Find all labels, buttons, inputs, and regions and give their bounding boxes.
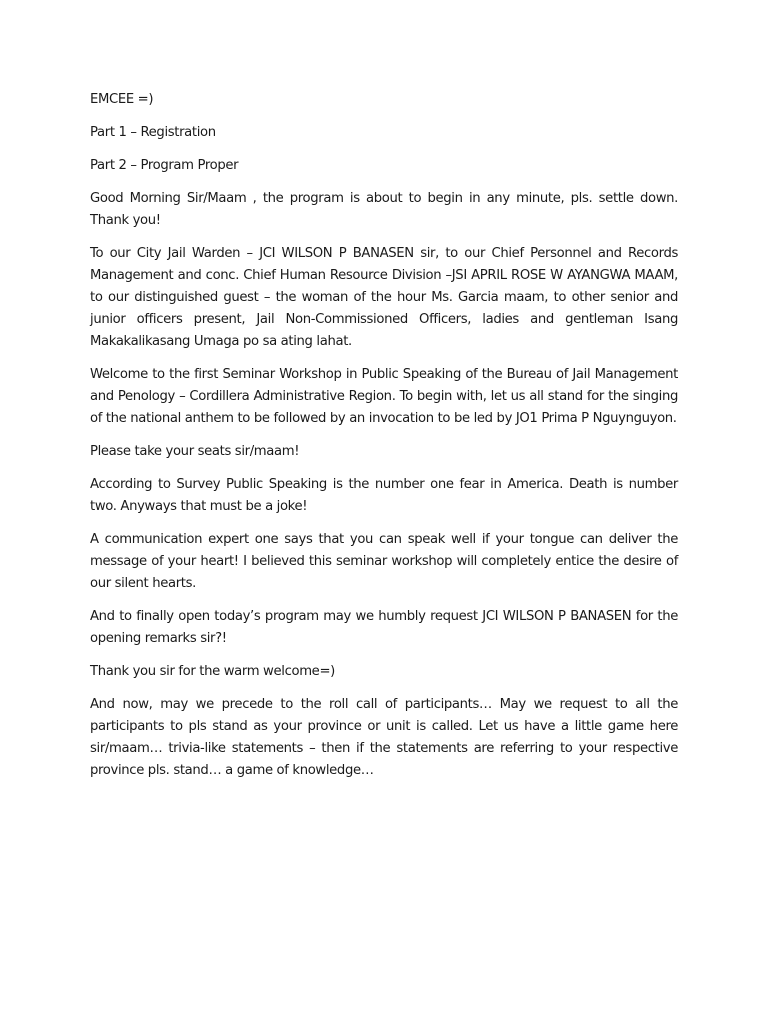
part-2-line: Part 2 – Program Proper xyxy=(90,158,239,173)
communication-paragraph: A communication expert one says that you can speak well if your tongue can deliver the message of your heart! I believed this seminar workshop will completely entice the desire of our silent hearts. xyxy=(90,532,678,591)
document-page xyxy=(90,89,678,793)
roll-call-paragraph: And now, may we precede to the roll call of participants… May we request to all the participants to pls stand as your province or unit is called. Let us have a little game here sir/maam… trivia-like statements – then if the statements are referring to your respective province pls. stand… a game of knowledge… xyxy=(90,697,678,778)
greeting-paragraph: Good Morning Sir/Maam , the program is about to begin in any minute, pls. settle down. Thank you! xyxy=(90,191,678,228)
acknowledgement-paragraph: To our City Jail Warden – JCI WILSON P BANASEN sir, to our Chief Personnel and Records Management and conc. Chief Human Resource Division –JSI APRIL ROSE W AYANGWA MAAM, to our distinguished guest – the woman of the hour Ms. Garcia maam, to other senior and junior officers present, Jail Non-Commissioned Officers, ladies and gentleman Isang Makakalikasang Umaga po sa ating lahat. xyxy=(90,246,678,349)
heading-emcee: EMCEE =) xyxy=(90,92,154,107)
part-1-line: Part 1 – Registration xyxy=(90,125,216,140)
welcome-paragraph: Welcome to the first Seminar Workshop in Public Speaking of the Bureau of Jail Management and Penology – Cordillera Administrative Region. To begin with, let us all stand for the singing of the national anthem to be followed by an invocation to be led by JO1 Prima P Nguynguyon. xyxy=(90,367,678,426)
thank-you-paragraph: Thank you sir for the warm welcome=) xyxy=(90,664,335,679)
seats-paragraph: Please take your seats sir/maam! xyxy=(90,444,300,459)
survey-paragraph: According to Survey Public Speaking is the number one fear in America. Death is number two. Anyways that must be a joke! xyxy=(90,477,678,514)
opening-remarks-paragraph: And to finally open today’s program may we humbly request JCI WILSON P BANASEN for the opening remarks sir?! xyxy=(90,609,678,646)
